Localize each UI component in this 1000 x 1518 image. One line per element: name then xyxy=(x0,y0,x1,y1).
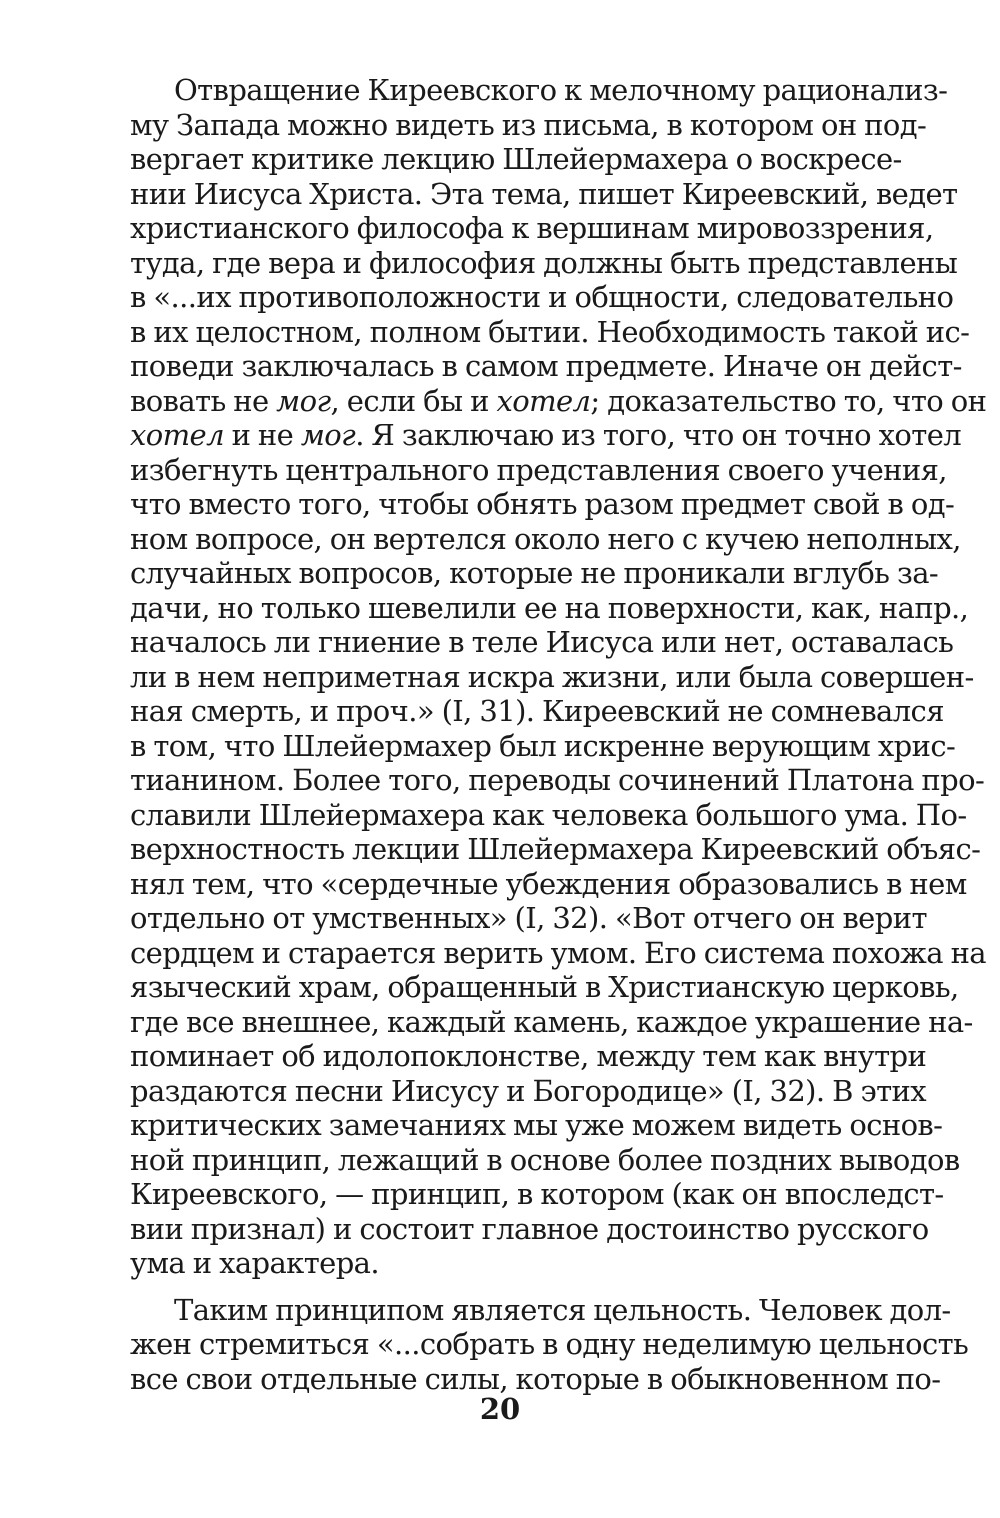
text-line: Таким принципом является цельность. Человек дол- xyxy=(174,1292,951,1327)
text-segment: . Я заключаю из того, что он точно хотел xyxy=(355,418,962,452)
text-line: отдельно от умственных» (I, 32). «Вот отчего он верит xyxy=(130,901,927,935)
text-line: христианского философа к вершинам мировоззрения, xyxy=(130,211,934,245)
text-line: языческий храм, обращенный в Христианскую церковь, xyxy=(130,970,959,1004)
text-line: избегнуть центрального представления своего учения, xyxy=(130,452,947,487)
text-line: вергает критике лекцию Шлейермахера о воскресе- xyxy=(130,142,902,176)
text-line: нии Иисуса Христа. Эта тема, пишет Киреевский, ведет xyxy=(130,176,958,211)
text-line: случайных вопросов, которые не проникали вглубь за- xyxy=(130,556,939,590)
text-line: ума и характера. xyxy=(130,1246,379,1280)
text-line: ном вопросе, он вертелся около него с кучею неполных, xyxy=(130,521,961,556)
text-line: дачи, но только шевелили ее на поверхности, как, напр., xyxy=(130,590,969,625)
text-segment: , если бы и xyxy=(330,383,497,418)
text-line xyxy=(130,383,987,419)
italic-word: хотел xyxy=(496,383,591,418)
text-line: Отвращение Киреевского к мелочному рационализ- xyxy=(174,73,948,107)
text-line: вии признал) и состоит главное достоинство русского xyxy=(130,1211,929,1246)
text-line: все свои отдельные силы, которые в обыкновенном по- xyxy=(130,1361,941,1396)
text-line: началось ли гниение в теле Иисуса или нет, оставалась xyxy=(130,625,954,659)
paragraph-2 xyxy=(130,1292,969,1397)
text-line xyxy=(130,418,962,453)
text-line: нял тем, что «сердечные убеждения образовались в нем xyxy=(130,866,967,901)
text-line: славили Шлейермахера как человека большого ума. По- xyxy=(130,797,967,832)
text-line: критических замечаниях мы уже можем видеть основ- xyxy=(130,1108,943,1142)
text-line: сердцем и старается верить умом. Его система похожа на xyxy=(130,935,986,970)
text-line: раздаются песни Иисусу и Богородице» (I, 32). В этих xyxy=(130,1073,927,1108)
text-line: поведи заключалась в самом предмете. Иначе он дейст- xyxy=(130,349,962,383)
italic-word: мог xyxy=(300,418,356,452)
text-line: ли в нем неприметная искра жизни, или была совершен- xyxy=(130,659,974,694)
italic-word: хотел xyxy=(130,418,224,452)
paragraph-1 xyxy=(130,73,987,1281)
text-line: му Запада можно видеть из письма, в котором он под- xyxy=(130,107,927,142)
text-line: поминает об идолопоклонстве, между тем как внутри xyxy=(130,1039,927,1073)
text-line: Киреевского, — принцип, в котором (как он впоследст- xyxy=(130,1177,944,1211)
text-line: в их целостном, полном бытии. Необходимость такой ис- xyxy=(130,314,970,349)
text-line: в «...их противоположности и общности, следовательно xyxy=(130,280,954,314)
text-segment: ; доказательство то, что он xyxy=(590,383,987,418)
text-line: ная смерть, и проч.» (I, 31). Киреевский не сомневался xyxy=(130,694,944,728)
text-line: туда, где вера и философия должны быть представлены xyxy=(130,245,958,280)
paragraph-gap xyxy=(130,1281,880,1293)
text-line: что вместо того, чтобы обнять разом предмет свой в од- xyxy=(130,487,955,521)
text-line: ной принцип, лежащий в основе более поздних выводов xyxy=(130,1142,960,1177)
text-line: в том, что Шлейермахер был искренне верующим хрис- xyxy=(130,728,956,763)
text-line: где все внешнее, каждый камень, каждое украшение на- xyxy=(130,1004,973,1039)
text-segment: и не xyxy=(223,418,301,452)
text-line: верхностность лекции Шлейермахера Киреевский объяс- xyxy=(130,832,981,866)
italic-word: мог xyxy=(276,383,331,418)
text-line: жен стремиться «...собрать в одну неделимую цельность xyxy=(130,1327,969,1361)
page-number: 20 xyxy=(479,1392,521,1426)
page-body xyxy=(130,73,987,1396)
text-segment: вовать не xyxy=(130,383,277,418)
text-line: тианином. Более того, переводы сочинений Платона про- xyxy=(130,763,985,797)
